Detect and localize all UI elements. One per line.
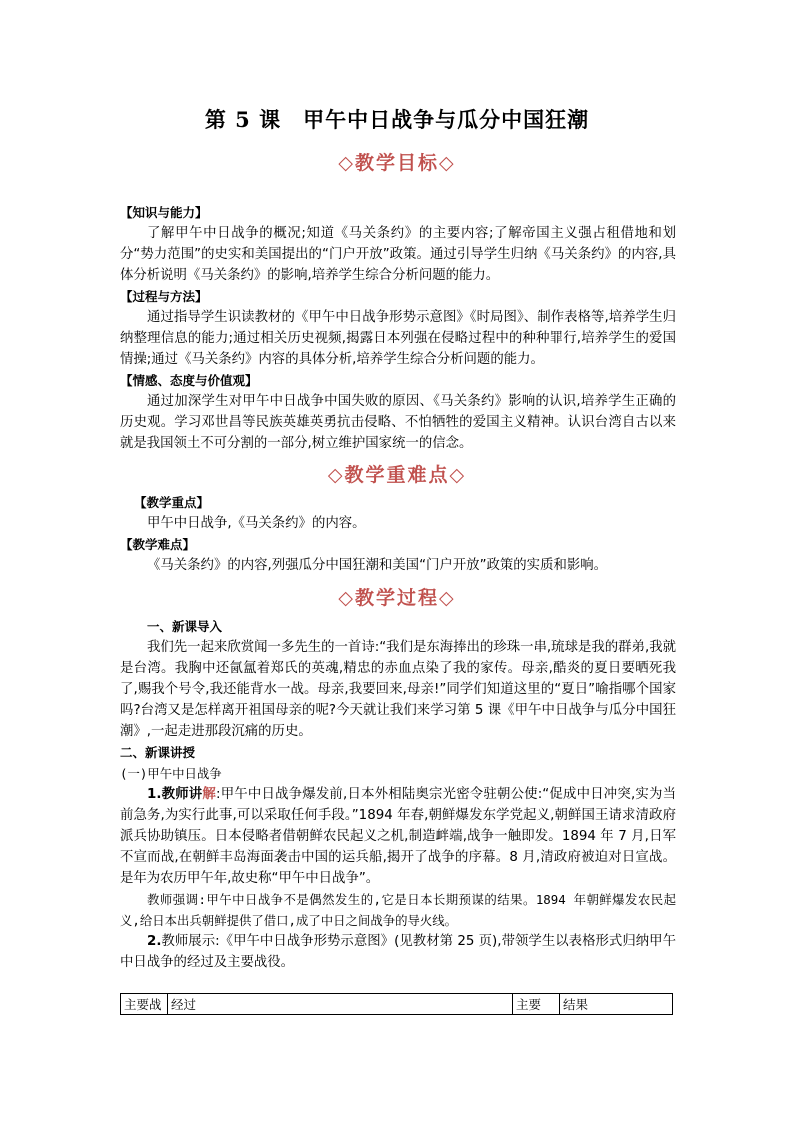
values-text: 通过加深学生对甲午中日战争中国失败的原因、《马关条约》影响的认识,培养学生正确的历史观。学习邓世昌等民族英雄英勇抗击侵略、不怕牺牲的爱国主义精神。认识台湾自古以来就是我国领土不可分割的一部分,树立维护国家统一的信念。	[120, 394, 676, 451]
table-header-cell: 经过	[168, 994, 513, 1015]
section-heading-keypoints: ◇教学重难点◇	[327, 464, 467, 486]
intro-heading: 一、新课导入	[147, 619, 223, 634]
item1-lead: 教师讲	[161, 787, 203, 802]
table-header-cell: 主要战	[121, 994, 168, 1015]
section-heading-goals: ◇教学目标◇	[338, 152, 456, 174]
knowledge-label: 【知识与能力】	[120, 205, 208, 220]
new-lesson-heading: 二、新课讲授	[120, 745, 196, 760]
hard-text: 《马关条约》的内容,列强瓜分中国狂潮和美国“门户开放”政策的实质和影响。	[147, 558, 608, 573]
battle-table	[120, 993, 673, 1015]
process-method-label: 【过程与方法】	[120, 289, 208, 304]
item2-number: 2.	[147, 934, 162, 949]
page-title: 第 5 课 甲午中日战争与瓜分中国狂潮	[204, 107, 590, 132]
table-header-cell: 结果	[560, 994, 673, 1015]
keypoints-block	[120, 492, 676, 576]
section-heading-process: ◇教学过程◇	[338, 587, 456, 609]
item1-lead-red: 解	[202, 787, 216, 802]
table-header-row	[121, 994, 673, 1015]
values-label: 【情感、态度与价值观】	[120, 373, 258, 388]
knowledge-text: 了解甲午中日战争的概况;知道《马关条约》的主要内容;了解帝国主义强占租借地和划分“势力范围”的史实和美国提出的“门户开放”政策。通过引导学生归纳《马关条约》的内容,具体分析说明《马关条约》的影响,培养学生综合分析问题的能力。	[120, 226, 676, 283]
process-method-text: 通过指导学生识读教材的《甲午中日战争形势示意图》《时局图》、制作表格等,培养学生归纳整理信息的能力;通过相关历史视频,揭露日本列强在侵略过程中的种种罪行,培养学生的爱国情操;通过《马关条约》内容的具体分析,培养学生综合分析问题的能力。	[120, 310, 676, 367]
goals-block	[120, 202, 676, 454]
item2-paragraph	[120, 931, 676, 973]
key-label: 【教学重点】	[134, 495, 210, 510]
item2-text: 教师展示:《甲午中日战争形势示意图》(见教材第 25 页),带领学生以表格形式归纳甲午中日战争的经过及主要战役。	[120, 934, 676, 970]
subsection-heading: (一)甲午中日战争	[120, 766, 222, 781]
item1-number: 1.	[147, 787, 162, 802]
process-block	[120, 616, 676, 973]
table-header-cell: 主要	[513, 994, 560, 1015]
item1-text: :甲午中日战争爆发前,日本外相陆奥宗光密令驻朝公使:“促成中日冲突,实为当前急务,为实行此事,可以采取任何手段。”1894 年春,朝鲜爆发东学党起义,朝鲜国王请求清政府派兵协助镇压。日本侵略者借朝鲜农民起义之机,制造衅端,战争一触即发。1894 年 7 月,日军不宣而战,在朝鲜丰岛海面袭击中国的运兵船,揭开了战争的序幕。8 月,清政府被迫对日宣战。是年为农历甲午年,故史称“甲午中日战争”。	[120, 787, 676, 886]
item1-paragraph	[120, 784, 676, 889]
teacher-emphasis: 教师强调:甲午中日战争不是偶然发生的,它是日本长期预谋的结果。1894 年朝鲜爆发农民起义,给日本出兵朝鲜提供了借口,成了中日之间战争的导火线。	[120, 892, 676, 928]
hard-label: 【教学难点】	[120, 537, 196, 552]
intro-text: 我们先一起来欣赏闻一多先生的一首诗:“我们是东海捧出的珍珠一串,琉球是我的群弟,我就是台湾。我胸中还氤氲着郑氏的英魂,精忠的赤血点染了我的家传。母亲,酷炎的夏日要晒死我了,赐我个号令,我还能背水一战。母亲,我要回来,母亲!”同学们知道这里的“夏日”喻指哪个国家吗?台湾又是怎样离开祖国母亲的呢?今天就让我们来学习第 5 课《甲午中日战争与瓜分中国狂潮》,一起走进那段沉痛的历史。	[120, 640, 676, 739]
key-text: 甲午中日战争,《马关条约》的内容。	[147, 516, 366, 531]
